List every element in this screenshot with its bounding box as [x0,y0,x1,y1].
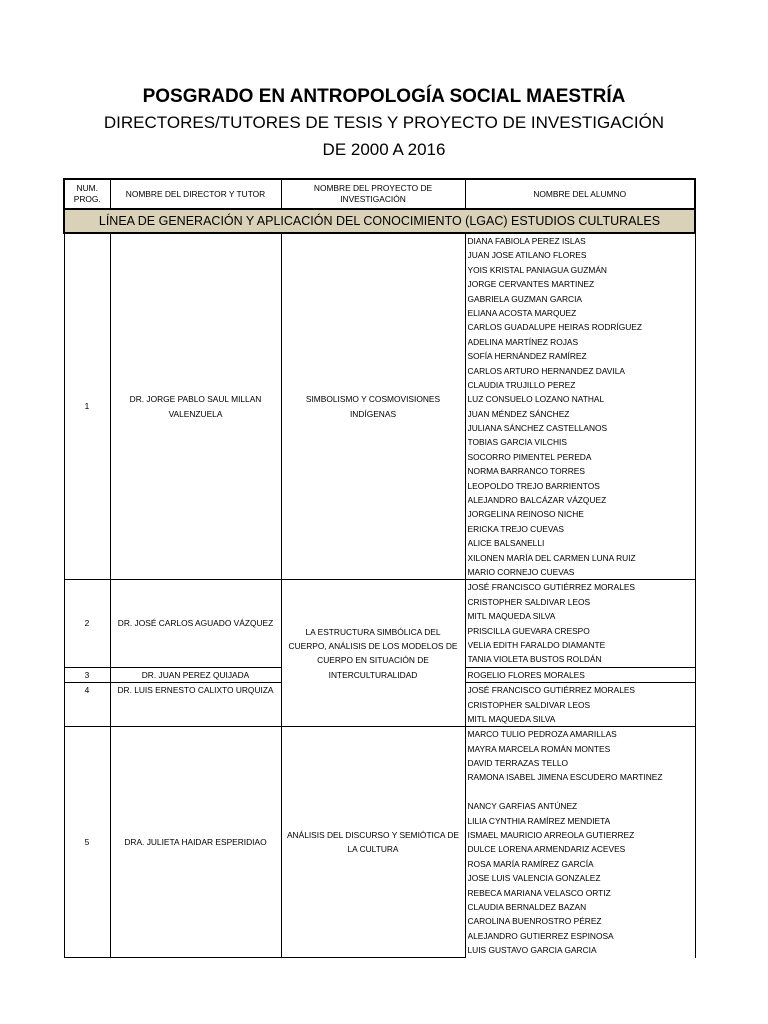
row-project: SIMBOLISMO Y COSMOVISIONES INDÍGENAS [281,233,465,580]
row-director: DR. LUIS ERNESTO CALIXTO URQUIZA [110,683,281,727]
row-project: ANÁLISIS DEL DISCURSO Y SEMIÓTICA DE LA CULTURA [281,727,465,958]
student-name: ALICE BALSANELLI [467,538,545,549]
table-row [64,727,695,958]
student-name: TOBIAS GARCIA VILCHIS [467,437,567,448]
student-name: NANCY GARFIAS ANTÚNEZ [467,801,578,812]
student-name: MITL MAQUEDA SILVA [467,611,556,622]
page-subtitle-years: DE 2000 A 2016 [322,140,446,159]
student-name: LEOPOLDO TREJO BARRIENTOS [467,480,600,491]
header-director: NOMBRE DEL DIRECTOR Y TUTOR [110,179,281,209]
student-name: TANIA VIOLETA BUSTOS ROLDÁN [467,654,602,665]
row-project: LA ESTRUCTURA SIMBÓLICA DEL CUERPO, ANÁLISIS DE LOS MODELOS DE CUERPO EN SITUACIÓN DE INTERCULTURALIDAD [281,580,465,727]
row-num: 5 [64,727,110,958]
student-name: CRISTOPHER SALDIVAR LEOS [467,699,591,710]
page-subtitle: DIRECTORES/TUTORES DE TESIS Y PROYECTO DE INVESTIGACIÓN [103,113,665,132]
student-name: ERICKA TREJO CUEVAS [467,523,564,534]
row-director: DR. JOSÉ CARLOS AGUADO VÁZQUEZ [110,580,281,667]
student-name: MARCO TULIO PEDROZA AMARILLAS [467,729,617,740]
student-name: JOSÉ FRANCISCO GUTIÉRREZ MORALES [467,582,636,593]
student-name: ALEJANDRO BALCÁZAR VÁZQUEZ [467,495,607,506]
row-students [465,233,695,580]
student-name: MITL MAQUEDA SILVA [467,713,556,724]
student-name: REBECA MARIANA VELASCO ORTIZ [467,887,611,898]
student-name: XILONEN MARÍA DEL CARMEN LUNA RUIZ [467,552,636,563]
row-students [465,727,695,958]
table-row [64,580,695,667]
student-name: ELIANA ACOSTA MARQUEZ [467,307,577,318]
student-name: CLAUDIA TRUJILLO PEREZ [467,379,576,390]
student-name: VELIA EDITH FARALDO DIAMANTE [467,639,606,650]
section-title: LÍNEA DE GENERACIÓN Y APLICACIÓN DEL CONOCIMIENTO (LGAC) ESTUDIOS CULTURALES [64,209,695,233]
row-num: 4 [64,683,110,727]
student-name: CLAUDIA BERNALDEZ BAZAN [467,901,587,912]
row-director: DRA. JULIETA HAIDAR ESPERIDIAO [110,727,281,958]
student-name: NORMA BARRANCO TORRES [467,466,585,477]
row-students [465,667,695,682]
header-num: NUM. PROG. [64,179,110,209]
student-name: JORGE CERVANTES MARTINEZ [467,279,595,290]
section-row [64,209,695,233]
page-title: POSGRADO EN ANTROPOLOGÍA SOCIAL MAESTRÍA [142,86,626,107]
row-students [465,580,695,667]
header-student: NOMBRE DEL ALUMNO [465,179,695,209]
student-name: ISMAEL MAURICIO ARREOLA GUTIERREZ [467,830,635,841]
student-name: JUAN MÉNDEZ SÁNCHEZ [467,408,570,419]
student-name: SOCORRO PIMENTEL PEREDA [467,451,592,462]
header-project: NOMBRE DEL PROYECTO DE INVESTIGACIÓN [281,179,465,209]
student-name: ROSA MARÍA RAMÍREZ GARCÍA [467,858,594,869]
student-name: DIANA FABIOLA PEREZ ISLAS [467,236,586,246]
student-name: CARLOS ARTURO HERNANDEZ DAVILA [467,365,625,376]
student-name: CARLOS GUADALUPE HEIRAS RODRÍGUEZ [467,322,643,333]
table-row [64,233,695,580]
student-name: LUIS GUSTAVO GARCIA GARCIA [467,945,597,956]
student-name: ALEJANDRO GUTIERREZ ESPINOSA [467,930,614,941]
table-header-row [64,179,695,209]
student-name: JUAN JOSE ATILANO FLORES [467,250,587,261]
student-name: SOFÍA HERNÁNDEZ RAMÍREZ [467,351,587,362]
student-name: JOSE LUIS VALENCIA GONZALEZ [467,873,601,884]
row-director: DR. JORGE PABLO SAUL MILLAN VALENZUELA [110,233,281,580]
blank-line [468,785,695,799]
row-director: DR. JUAN PEREZ QUIJADA [110,667,281,682]
student-name: LUZ CONSUELO LOZANO NATHAL [467,394,605,405]
student-name: MAYRA MARCELA ROMÁN MONTES [467,743,611,754]
row-num: 1 [64,233,110,580]
row-num: 3 [64,667,110,682]
student-name: CRISTOPHER SALDIVAR LEOS [467,596,591,607]
student-name: DULCE LORENA ARMENDARIZ ACEVES [467,844,626,855]
tutors-table [63,178,696,958]
student-name: GABRIELA GUZMAN GARCIA [467,293,582,304]
student-name: MARIO CORNEJO CUEVAS [467,566,575,577]
student-name: LILIA CYNTHIA RAMÍREZ MENDIETA [467,815,611,826]
student-name: JORGELINA REINOSO NICHE [467,509,584,520]
student-name: DAVID TERRAZAS TELLO [467,758,569,769]
student-name: CAROLINA BUENROSTRO PÉREZ [467,916,602,927]
student-name: ROGELIO FLORES MORALES [467,669,585,680]
student-name: ADELINA MARTÍNEZ ROJAS [467,336,579,347]
student-name: YOIS KRISTAL PANIAGUA GUZMÁN [467,264,607,275]
student-name: JULIANA SÁNCHEZ CASTELLANOS [467,423,608,434]
student-name: RAMONA ISABEL JIMENA ESCUDERO MARTINEZ [467,772,663,783]
row-num: 2 [64,580,110,667]
student-name: JOSÉ FRANCISCO GUTIÉRREZ MORALES [467,685,636,696]
student-name: PRISCILLA GUEVARA CRESPO [467,625,590,636]
row-students [465,683,695,727]
